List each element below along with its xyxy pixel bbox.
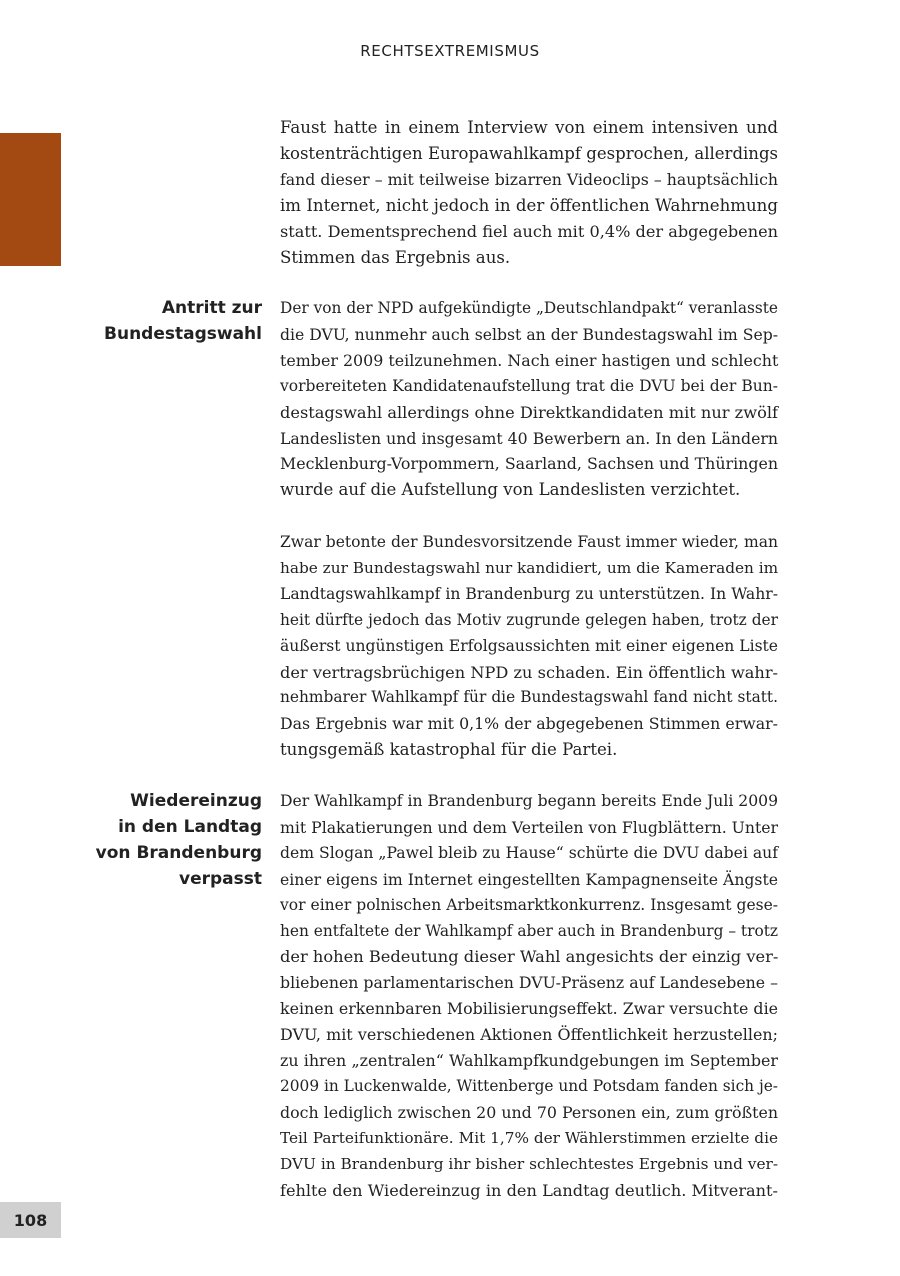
paragraph-line: Mecklenburg-Vorpommern, Saarland, Sachsen und Thüringen: [280, 454, 779, 474]
paragraph-line: Landtagswahlkampf in Brandenburg zu unterstützen. In Wahr-: [280, 584, 778, 603]
paragraph-line: 2009 in Luckenwalde, Wittenberge und Potsdam fanden sich je-: [280, 1076, 778, 1095]
paragraph-line: kostenträchtigen Europawahlkampf gesprochen, allerdings: [280, 143, 778, 163]
paragraph-line: der hohen Bedeutung dieser Wahl angesichts der einzig ver-: [280, 947, 779, 967]
paragraph-line: hen entfaltete der Wahlkampf aber auch in Brandenburg – trotz: [280, 921, 778, 940]
running-header: RECHTSEXTREMISMUS: [360, 42, 540, 60]
side-heading-line: Antritt zur: [161, 298, 262, 318]
paragraph-line: zu ihren „zentralen“ Wahlkampfkundgebungen im September: [280, 1051, 778, 1071]
paragraph-line: doch lediglich zwischen 20 und 70 Personen ein, zum größten: [280, 1102, 778, 1122]
paragraph-line: DVU, mit verschiedenen Aktionen Öffentlichkeit herzustellen;: [280, 1025, 778, 1045]
paragraph-line: Der von der NPD aufgekündigte „Deutschlandpakt“ veranlasste: [280, 299, 778, 317]
paragraph-line: bliebenen parlamentarischen DVU-Präsenz auf Landesebene –: [280, 973, 778, 993]
side-heading-bundestagswahl: [82, 296, 262, 348]
paragraph-line: nehmbarer Wahlkampf für die Bundestagswahl fand nicht statt.: [280, 688, 778, 707]
paragraph-line: statt. Dementsprechend fiel auch mit 0,4% der abgegebenen: [280, 221, 778, 241]
side-heading-line: von Brandenburg: [95, 842, 262, 863]
paragraph-1: [280, 115, 778, 270]
paragraph-line: mit Plakatierungen und dem Verteilen von Flugblättern. Unter: [280, 817, 779, 837]
paragraph-line: Teil Parteifunktionäre. Mit 1,7% der Wählerstimmen erzielte die: [280, 1128, 778, 1147]
side-heading-line: verpasst: [179, 868, 262, 889]
paragraph-line: fand dieser – mit teilweise bizarren Videoclips – hauptsächlich: [280, 169, 778, 189]
paragraph-line: Stimmen das Ergebnis aus.: [280, 247, 511, 267]
paragraph-line: Das Ergebnis war mit 0,1% der abgegebenen Stimmen erwar-: [280, 714, 778, 734]
paragraph-2: [280, 296, 778, 503]
paragraph-line: Der Wahlkampf in Brandenburg begann bereits Ende Juli 2009: [280, 792, 778, 810]
side-heading-line: Bundestagswahl: [104, 323, 262, 344]
paragraph-line: Zwar betonte der Bundesvorsitzende Faust immer wieder, man: [280, 533, 778, 551]
paragraph-line: tungsgemäß katastrophal für die Partei.: [280, 740, 618, 760]
paragraph-4: [280, 789, 778, 1204]
paragraph-line: vorbereiteten Kandidatenaufstellung trat die DVU bei der Bun-: [280, 376, 778, 395]
side-heading-line: Wiedereinzug: [130, 791, 262, 811]
paragraph-line: habe zur Bundestagswahl nur kandidiert, um die Kameraden im: [280, 558, 779, 577]
side-heading-line: in den Landtag: [118, 816, 262, 837]
paragraph-line: destagswahl allerdings ohne Direktkandidaten mit nur zwölf: [280, 402, 778, 422]
paragraph-3: [280, 530, 778, 763]
page-number: 108: [0, 1202, 61, 1238]
paragraph-line: äußerst ungünstigen Erfolgsaussichten mit einer eigenen Liste: [280, 636, 778, 655]
paragraph-line: DVU in Brandenburg ihr bisher schlechtestes Ergebnis und ver-: [280, 1154, 778, 1173]
paragraph-line: keinen erkennbaren Mobilisierungseffekt. Zwar versuchte die: [280, 999, 778, 1019]
paragraph-line: Faust hatte in einem Interview von einem intensiven und: [280, 118, 778, 137]
paragraph-line: vor einer polnischen Arbeitsmarktkonkurrenz. Insgesamt gese-: [280, 895, 778, 914]
paragraph-line: wurde auf die Aufstellung von Landeslisten verzichtet.: [280, 480, 741, 500]
paragraph-line: dem Slogan „Pawel bleib zu Hause“ schürte die DVU dabei auf: [280, 843, 778, 862]
paragraph-line: der vertragsbrüchigen NPD zu schaden. Ein öffentlich wahr-: [280, 662, 778, 682]
chapter-accent-bar: [0, 133, 61, 266]
paragraph-line: im Internet, nicht jedoch in der öffentlichen Wahrnehmung: [280, 195, 778, 215]
paragraph-line: Landeslisten und insgesamt 40 Bewerbern an. In den Ländern: [280, 428, 778, 448]
paragraph-line: tember 2009 teilzunehmen. Nach einer hastigen und schlecht: [280, 350, 779, 370]
side-heading-brandenburg: [82, 789, 262, 893]
paragraph-line: heit dürfte jedoch das Motiv zugrunde gelegen haben, trotz der: [280, 610, 778, 629]
paragraph-line: die DVU, nunmehr auch selbst an der Bundestagswahl im Sep-: [280, 324, 778, 344]
paragraph-line: fehlte den Wiedereinzug in den Landtag deutlich. Mitverant-: [280, 1180, 778, 1200]
paragraph-line: einer eigens im Internet eingestellten Kampagnenseite Ängste: [280, 869, 778, 889]
